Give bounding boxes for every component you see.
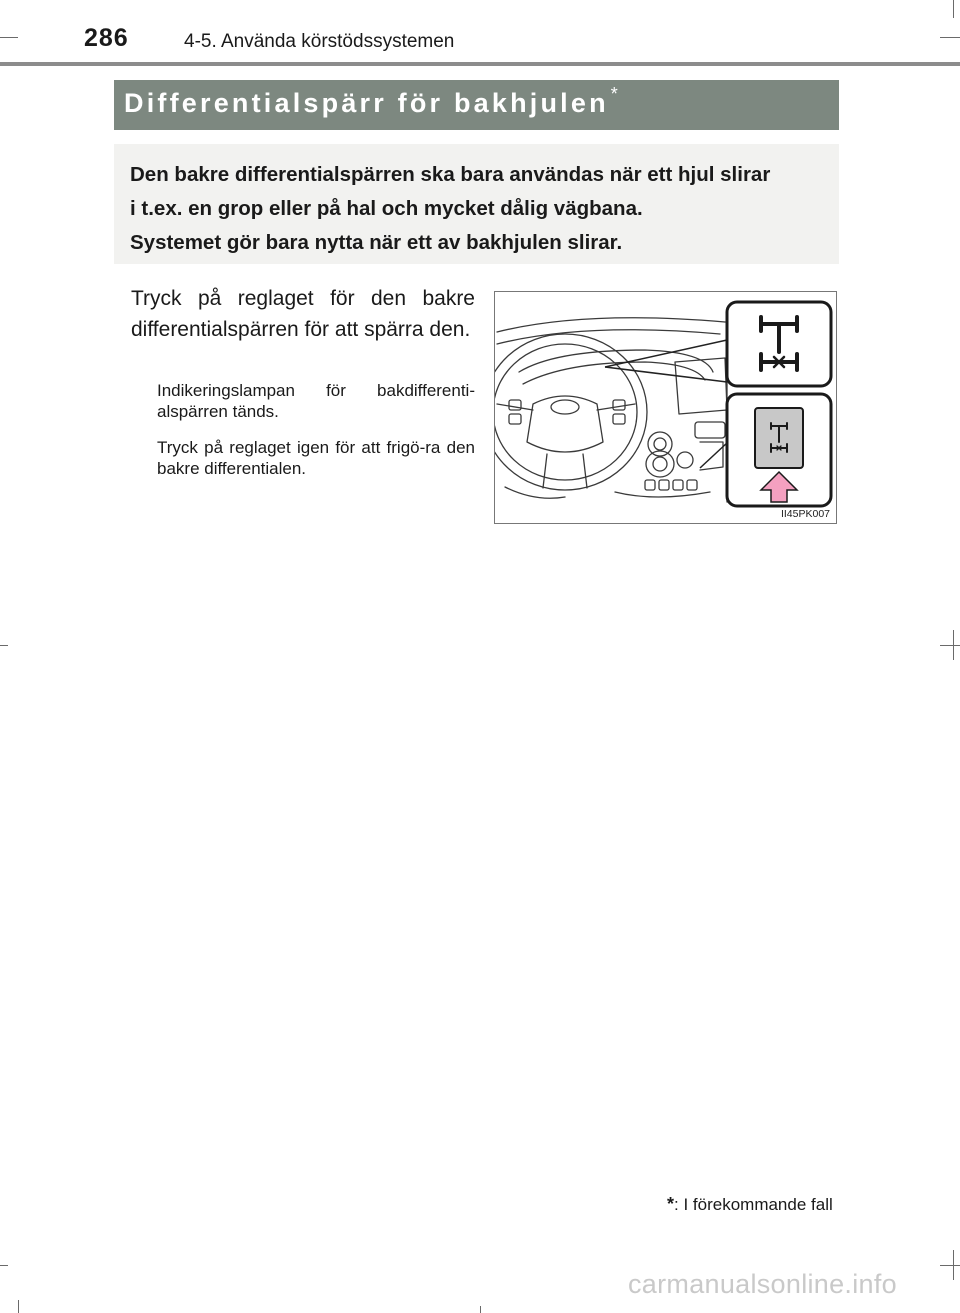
section-title-bar (114, 80, 839, 130)
crop-mark (480, 1306, 481, 1313)
section-title-text: Differentialspärr för bakhjulen (124, 88, 609, 118)
pointer-line-lower (605, 367, 727, 382)
crop-mark (0, 37, 18, 38)
header-rule (0, 62, 960, 66)
footnote-text: : I förekommande fall (674, 1195, 833, 1214)
crop-mark (953, 1250, 954, 1280)
crop-mark (940, 37, 960, 38)
intro-paragraph-2: Systemet gör bara nytta när ett av bakhjulen slirar. (130, 231, 623, 254)
crop-mark (953, 0, 954, 18)
footnote (667, 1194, 833, 1215)
crop-mark (953, 630, 954, 660)
chapter-title: 4-5. Använda körstödssystemen (184, 31, 455, 52)
instruction-note-1: Indikeringslampan för bakdifferenti-alspärren tänds. (157, 381, 475, 421)
intro-line-2: i t.ex. en grop eller på hal och mycket dålig vägbana. (130, 197, 643, 220)
figure-id: II45PK007 (780, 508, 830, 520)
section-title (124, 84, 621, 119)
crop-mark (940, 645, 960, 646)
rear-differential-lock-symbol-icon (727, 302, 831, 386)
dashboard-drawing (495, 292, 838, 525)
crop-mark (940, 1265, 960, 1266)
instruction-note-2: Tryck på reglaget igen för att frigö-ra den bakre differentialen. (157, 438, 475, 478)
intro-box (114, 144, 839, 264)
pointer-line-switch (700, 442, 728, 468)
asterisk-icon: * (610, 84, 621, 104)
crop-mark (18, 1300, 19, 1313)
page-number: 286 (84, 24, 129, 52)
pointer-line-upper (605, 340, 727, 367)
intro-line-1: Den bakre differentialspärren ska bara användas när ett hjul slirar (130, 163, 771, 186)
crop-mark (0, 1265, 8, 1266)
instruction-text: Tryck på reglaget för den bakre differentialspärren för att spärra den. (131, 287, 475, 341)
crop-mark (0, 645, 8, 646)
dashboard-illustration (494, 291, 837, 524)
footnote-asterisk-icon: * (667, 1194, 675, 1214)
watermark: carmanualsonline.info (628, 1269, 897, 1299)
